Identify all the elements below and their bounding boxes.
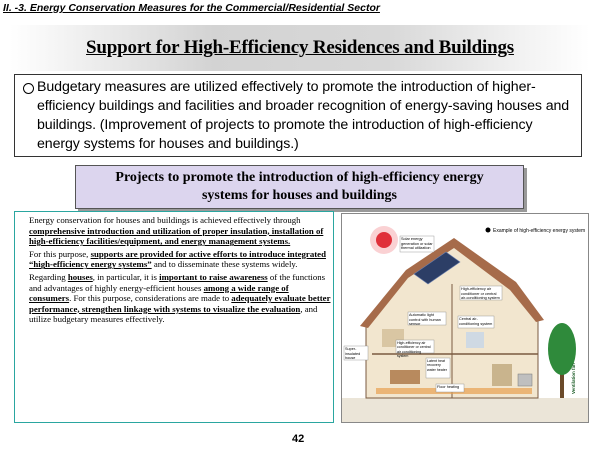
house-illustration (341, 213, 589, 423)
section-header: II. -3. Energy Conservation Measures for the Commercial/Residential Sector (3, 2, 380, 14)
title-band (10, 25, 590, 71)
body-paragraph-1 (29, 215, 333, 247)
body-p3-emphasis-awareness: important to raise awareness (159, 271, 268, 282)
projects-heading-line1: Projects to promote the introduction of high-efficiency energy (115, 170, 484, 185)
label-ventilation: Ventilation fan (571, 363, 576, 394)
body-p3-text-i: , and utilize budgetary measures effectively. (29, 303, 318, 325)
legend-label: Example of high-efficiency energy system (493, 228, 586, 234)
ground (342, 398, 588, 422)
page-number: 42 (292, 433, 305, 445)
label-water-heater: Latent heat recovery water heater (427, 359, 447, 372)
page-title: Support for High-Efficiency Residences and Buildings (86, 37, 514, 58)
summary-box (14, 74, 582, 157)
label-exterior-aircon: High-efficiency air conditioner or central air conditioning system (397, 341, 431, 359)
body-p2-text: For this purpose, (29, 248, 91, 259)
projects-heading-line2: systems for houses and buildings (201, 188, 398, 203)
body-paragraph-3 (29, 272, 333, 325)
window-icon (466, 332, 484, 348)
bullet-circle-icon (23, 83, 34, 94)
summary-text: Budgetary measures are utilized effectively to promote the introduction of higher-efficiency buildings and facilities and broader recognition of energy-saving houses and buildings. (Improvement of projects to promote the introduction of high-efficiency energy systems for houses and buildings.) (37, 79, 570, 152)
body-p3-text-a: Regarding (29, 271, 68, 282)
sofa-icon (390, 370, 420, 384)
sun-icon (376, 232, 392, 248)
body-text (29, 215, 333, 327)
label-solar: Solar energy generation or solar thermal utilization (401, 237, 433, 251)
house-diagram (342, 214, 588, 422)
body-text-box (14, 211, 334, 423)
body-p3-emphasis-houses: houses (67, 271, 93, 282)
outdoor-unit-icon (518, 374, 532, 386)
body-p2-text-end: and to disseminate these systems widely. (151, 259, 298, 270)
body-p3-text-g: . For this purpose, considerations are made to (69, 293, 232, 304)
kitchen-icon (492, 364, 512, 386)
label-aircon-upper: High-efficiency air conditioner or central air-conditioning system (461, 287, 500, 301)
projects-heading (90, 169, 509, 205)
label-insulated-house: Super-insulated house (345, 347, 361, 361)
body-p1-emphasis: comprehensive introduction and utilization of proper insulation, installation of high-efficiency facilities/equipment, and energy management systems. (29, 225, 324, 247)
body-p3-emphasis-evaluate: adequately evaluate better performance, strengthen linkage with systems to visualize the evaluation (29, 293, 331, 314)
legend-bullet-icon (486, 228, 491, 233)
body-p3-emphasis-consumers: among a wide range of consumers (29, 282, 289, 304)
projects-heading-box (75, 165, 524, 209)
body-p3-text-c: , in particular, it is (92, 271, 160, 282)
body-p1-text: Energy conservation for houses and buildings is achieved effectively through (29, 215, 301, 225)
label-lighting: Automatic light control with human sensor (409, 313, 441, 327)
label-aircon-lower: Central air-conditioning system (459, 317, 493, 326)
body-p3-text-e: of the functions and advantages of highly energy-efficient houses (29, 271, 326, 293)
label-floor-heating: Floor heating (437, 385, 460, 389)
body-p2-emphasis: supports are provided for active efforts to introduce integrated “high-efficiency energy systems” (29, 248, 326, 270)
body-paragraph-2 (29, 249, 333, 270)
